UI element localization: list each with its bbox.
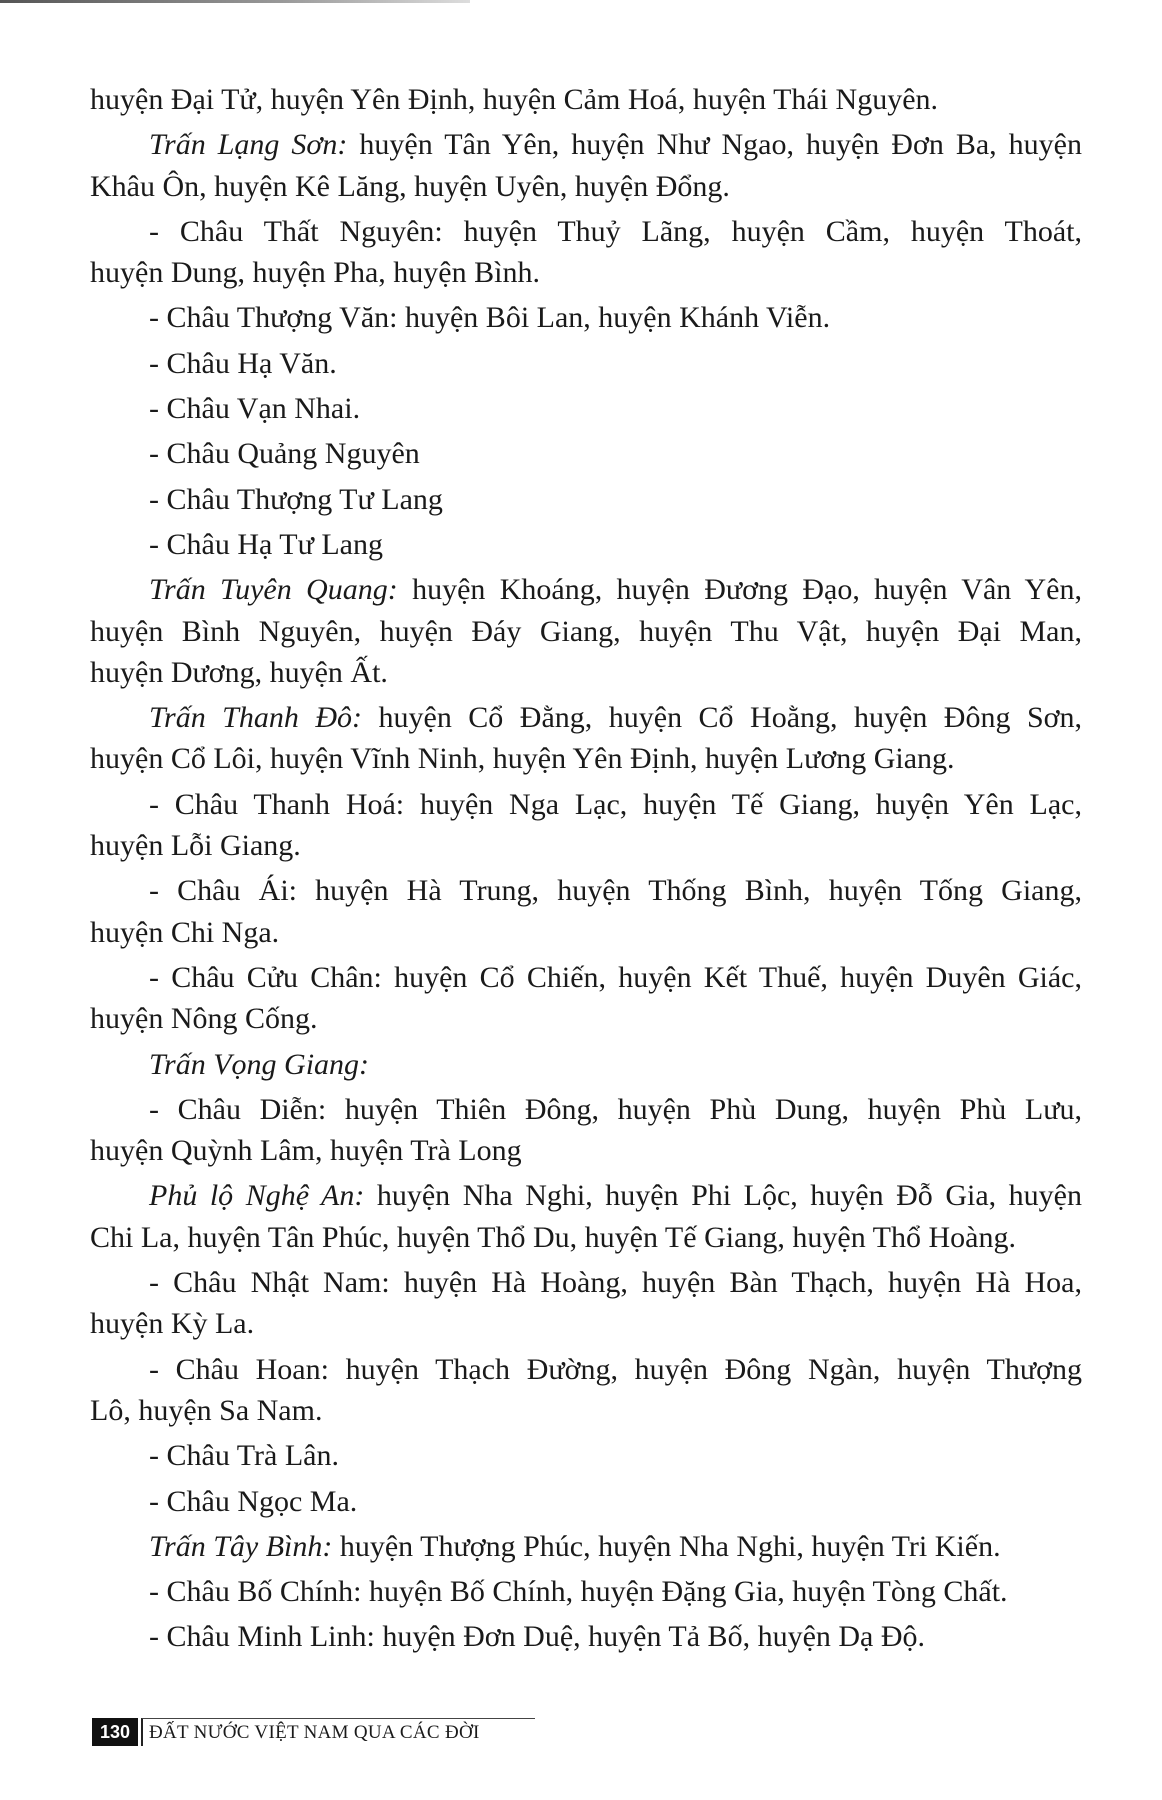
text-line xyxy=(90,1481,1082,1522)
line-text: huyện Chi Nga. xyxy=(90,915,280,949)
region-heading: Trấn Tuyên Quang: xyxy=(149,573,398,607)
text-line xyxy=(90,611,1082,652)
text-line xyxy=(90,1303,1082,1344)
text-line xyxy=(90,1616,1082,1657)
paragraph xyxy=(90,1089,1082,1172)
paragraph xyxy=(90,1526,1082,1567)
line-text: - Châu Bố Chính: huyện Bố Chính, huyện Đặng Gia, huyện Tòng Chất. xyxy=(149,1575,1008,1609)
paragraph xyxy=(90,433,1082,474)
line-text: huyện Khoáng, huyện Đương Đạo, huyện Vân Yên, xyxy=(397,573,1082,607)
region-heading: Trấn Thanh Đô: xyxy=(149,701,363,735)
paragraph xyxy=(90,697,1082,780)
paragraph xyxy=(90,957,1082,1040)
line-text: - Châu Thanh Hoá: huyện Nga Lạc, huyện Tế Giang, huyện Yên Lạc, xyxy=(149,787,1082,821)
text-line xyxy=(90,1175,1082,1216)
line-text: - Châu Diễn: huyện Thiên Đông, huyện Phù Dung, huyện Phù Lưu, xyxy=(149,1092,1082,1126)
text-line xyxy=(90,1044,1082,1085)
text-line xyxy=(90,1130,1082,1171)
line-text: - Châu Hạ Tư Lang xyxy=(149,527,383,561)
paragraph xyxy=(90,211,1082,294)
paragraph xyxy=(90,1435,1082,1476)
line-text: - Châu Thất Nguyên: huyện Thuỷ Lãng, huyện Cầm, huyện Thoát, xyxy=(149,214,1082,248)
text-line xyxy=(90,433,1082,474)
line-text: huyện Thượng Phúc, huyện Nha Nghi, huyện Tri Kiến. xyxy=(332,1529,1001,1563)
line-text: - Châu Vạn Nhai. xyxy=(149,392,361,426)
text-line xyxy=(90,652,1082,693)
text-line xyxy=(90,697,1082,738)
line-text: - Châu Ngọc Ma. xyxy=(149,1484,358,1518)
text-line xyxy=(90,1571,1082,1612)
paragraph xyxy=(90,1616,1082,1657)
paragraph xyxy=(90,569,1082,693)
line-text: huyện Cổ Lôi, huyện Vĩnh Ninh, huyện Yên Định, huyện Lương Giang. xyxy=(90,742,955,776)
text-line xyxy=(90,343,1082,384)
line-text: Chi La, huyện Tân Phúc, huyện Thổ Du, huyện Tế Giang, huyện Thổ Hoàng. xyxy=(90,1220,1016,1254)
region-heading: Trấn Lạng Sơn: xyxy=(149,128,348,162)
running-book-title: ĐẤT NƯỚC VIỆT NAM QUA CÁC ĐỜI xyxy=(141,1718,535,1746)
paragraph xyxy=(90,388,1082,429)
text-line xyxy=(90,297,1082,338)
text-line xyxy=(90,1526,1082,1567)
paragraph xyxy=(90,79,1082,120)
line-text: huyện Lỗi Giang. xyxy=(90,829,301,863)
page-footer xyxy=(92,1718,535,1746)
paragraph xyxy=(90,870,1082,953)
region-heading: Phủ lộ Nghệ An: xyxy=(149,1179,365,1213)
text-line xyxy=(90,569,1082,610)
line-text: Khâu Ôn, huyện Kê Lăng, huyện Uyên, huyện Đổng. xyxy=(90,169,730,203)
line-text: - Châu Thượng Tư Lang xyxy=(149,482,443,516)
line-text: huyện Kỳ La. xyxy=(90,1307,255,1341)
region-heading: Trấn Tây Bình: xyxy=(149,1529,333,1563)
text-line xyxy=(90,784,1082,825)
paragraph xyxy=(90,1175,1082,1258)
text-line xyxy=(90,1390,1082,1431)
page-number: 130 xyxy=(92,1718,138,1746)
text-line xyxy=(90,166,1082,207)
text-line xyxy=(90,479,1082,520)
line-text: huyện Đại Tử, huyện Yên Định, huyện Cảm Hoá, huyện Thái Nguyên. xyxy=(90,83,939,116)
paragraph xyxy=(90,1349,1082,1432)
paragraph xyxy=(90,1481,1082,1522)
line-text: Lô, huyện Sa Nam. xyxy=(90,1393,323,1427)
scan-edge-artifact xyxy=(0,0,470,3)
line-text: - Châu Thượng Văn: huyện Bôi Lan, huyện Khánh Viễn. xyxy=(149,301,831,335)
line-text: - Châu Hoan: huyện Thạch Đường, huyện Đông Ngàn, huyện Thượng xyxy=(149,1352,1082,1386)
paragraph xyxy=(90,1262,1082,1345)
text-line xyxy=(90,388,1082,429)
paragraph xyxy=(90,343,1082,384)
text-line xyxy=(90,738,1082,779)
text-line xyxy=(90,211,1082,252)
line-text: - Châu Cửu Chân: huyện Cổ Chiến, huyện Kết Thuế, huyện Duyên Giác, xyxy=(149,960,1082,994)
line-text: huyện Nông Cống. xyxy=(90,1002,318,1036)
paragraph xyxy=(90,784,1082,867)
text-line xyxy=(90,1217,1082,1258)
text-line xyxy=(90,870,1082,911)
paragraph xyxy=(90,1044,1082,1085)
line-text: - Châu Hạ Văn. xyxy=(149,346,337,380)
line-text: - Châu Ái: huyện Hà Trung, huyện Thống Bình, huyện Tống Giang, xyxy=(149,874,1082,908)
text-line xyxy=(90,1089,1082,1130)
text-line xyxy=(90,252,1082,293)
text-line xyxy=(90,912,1082,953)
text-line xyxy=(90,825,1082,866)
line-text: - Châu Minh Linh: huyện Đơn Duệ, huyện Tả Bố, huyện Dạ Độ. xyxy=(149,1620,926,1654)
region-heading: Trấn Vọng Giang: xyxy=(149,1047,370,1081)
text-line xyxy=(90,524,1082,565)
line-text: huyện Cổ Đằng, huyện Cổ Hoằng, huyện Đông Sơn, xyxy=(362,701,1083,735)
text-line xyxy=(90,957,1082,998)
line-text: huyện Dung, huyện Pha, huyện Bình. xyxy=(90,256,540,290)
text-line xyxy=(90,998,1082,1039)
line-text: huyện Tân Yên, huyện Như Ngao, huyện Đơn Ba, huyện xyxy=(347,128,1083,162)
page-body-text xyxy=(90,79,1082,1662)
text-line xyxy=(90,1435,1082,1476)
paragraph xyxy=(90,1571,1082,1612)
paragraph xyxy=(90,479,1082,520)
paragraph xyxy=(90,524,1082,565)
paragraph xyxy=(90,297,1082,338)
line-text: huyện Bình Nguyên, huyện Đáy Giang, huyện Thu Vật, huyện Đại Man, xyxy=(90,614,1082,648)
text-line xyxy=(90,124,1082,165)
text-line xyxy=(90,1349,1082,1390)
line-text: - Châu Quảng Nguyên xyxy=(149,437,420,471)
paragraph xyxy=(90,124,1082,207)
line-text: huyện Nha Nghi, huyện Phi Lộc, huyện Đỗ Gia, huyện xyxy=(364,1179,1082,1213)
line-text: huyện Dương, huyện Ất. xyxy=(90,655,388,689)
text-line xyxy=(90,79,1082,120)
line-text: huyện Quỳnh Lâm, huyện Trà Long xyxy=(90,1134,522,1168)
text-line xyxy=(90,1262,1082,1303)
line-text: - Châu Nhật Nam: huyện Hà Hoàng, huyện Bàn Thạch, huyện Hà Hoa, xyxy=(149,1266,1082,1300)
line-text: - Châu Trà Lân. xyxy=(149,1439,339,1473)
